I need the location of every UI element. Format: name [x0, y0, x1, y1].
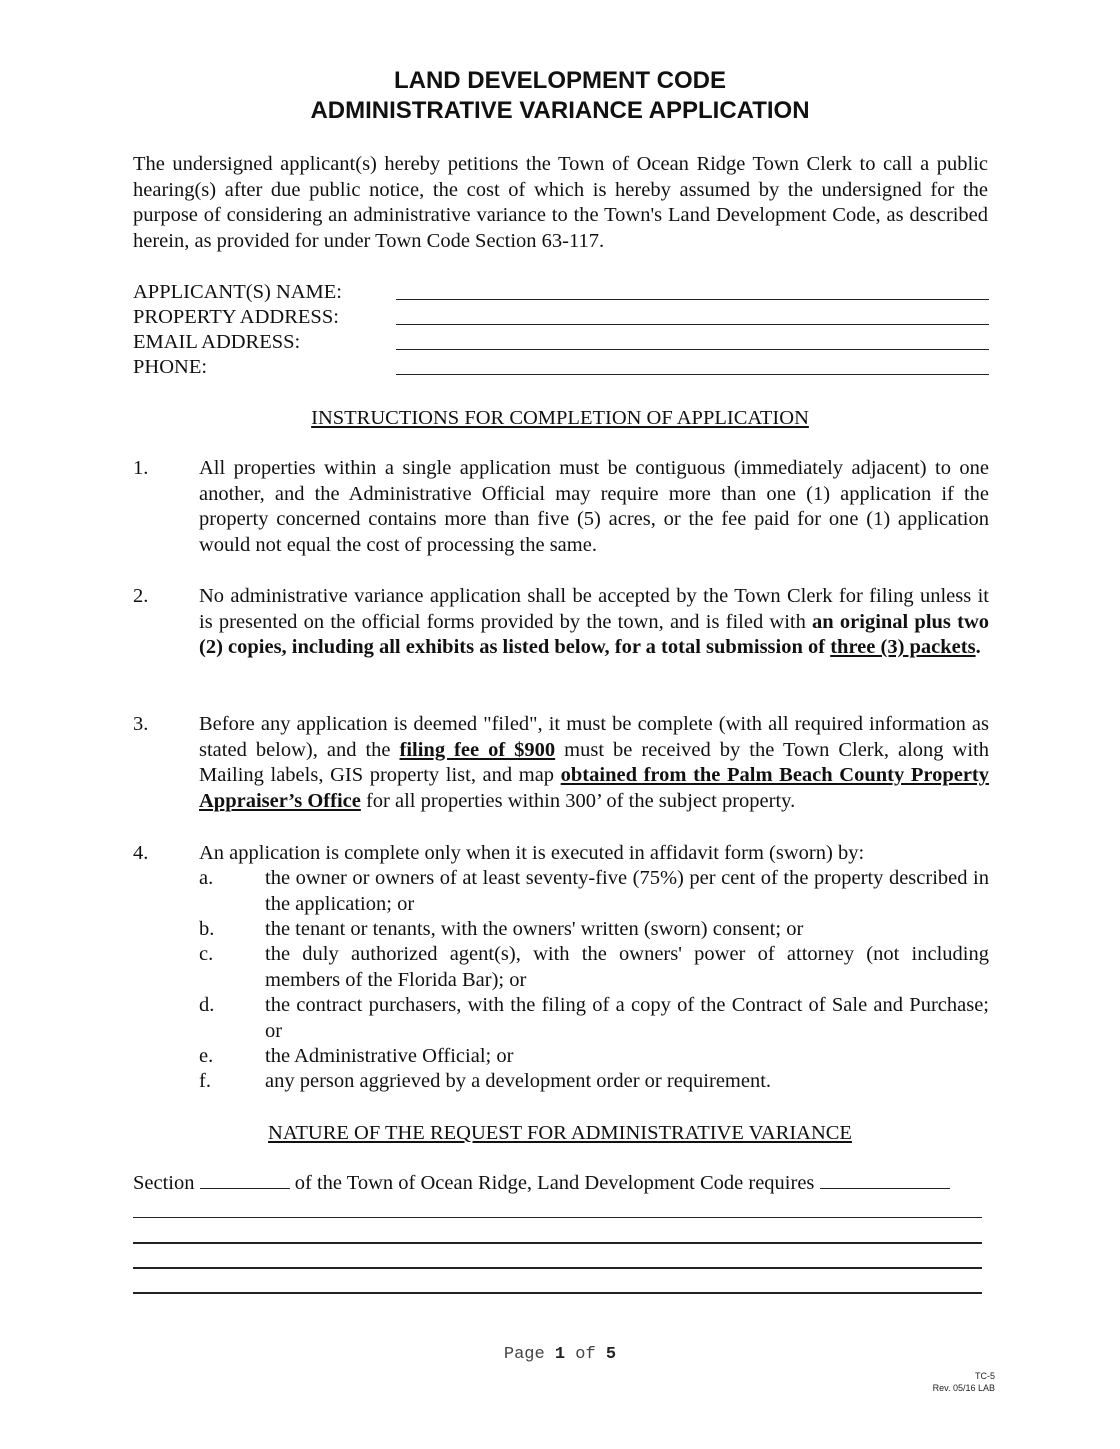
- item-number: 4.: [133, 842, 149, 864]
- sub-item-letter: f.: [199, 1070, 211, 1092]
- page-label: Page: [503, 1345, 545, 1364]
- item-number: 3.: [133, 713, 149, 735]
- section-text: of the Town of Ocean Ridge, Land Development Code requires: [294, 1172, 815, 1194]
- property-address-label: PROPERTY ADDRESS:: [133, 306, 339, 328]
- email-address-field[interactable]: [133, 330, 993, 356]
- instructions-heading: INSTRUCTIONS FOR COMPLETION OF APPLICATION: [311, 407, 809, 429]
- sub-item-letter: b.: [199, 918, 215, 940]
- section-line: [133, 1170, 993, 1197]
- form-code: TC-5: [975, 1371, 995, 1381]
- item-text-plain: Before any application is deemed "filed", it must be complete (with all required information as stated below), and the: [199, 713, 989, 761]
- applicant-name-label: APPLICANT(S) NAME:: [133, 281, 342, 303]
- request-line-3[interactable]: [133, 1267, 982, 1269]
- applicant-name-field[interactable]: [133, 280, 993, 306]
- sub-item-letter: c.: [199, 943, 214, 965]
- revision-note: Rev. 05/16 LAB: [932, 1383, 995, 1393]
- property-address-line[interactable]: [396, 324, 989, 325]
- sub-item-text: the Administrative Official; or: [265, 1045, 514, 1067]
- packets-requirement: three (3) packets: [830, 636, 976, 658]
- sub-item-text: the duly authorized agent(s), with the owners' power of attorney (not including members of the Florida Bar); or: [265, 943, 989, 991]
- of-label: of: [575, 1345, 596, 1364]
- phone-line[interactable]: [396, 374, 989, 375]
- item-text-bold: an original plus two (2) copies, including all exhibits as listed below, for a total submission of: [199, 610, 989, 658]
- request-line-1[interactable]: [133, 1217, 982, 1218]
- item-text: [199, 584, 989, 661]
- item-number: 1.: [133, 457, 149, 479]
- item-text-plain: for all properties within 300’ of the subject property.: [360, 789, 796, 812]
- item-text: An application is complete only when it is executed in affidavit form (sworn) by:: [199, 842, 865, 864]
- title-line-1: LAND DEVELOPMENT CODE: [393, 67, 726, 94]
- requirement-blank[interactable]: [820, 1170, 950, 1189]
- email-address-line[interactable]: [396, 349, 989, 350]
- email-address-label: EMAIL ADDRESS:: [133, 331, 301, 353]
- source-office: obtained from the Palm Beach County Property Appraiser’s Office: [199, 764, 989, 812]
- intro-paragraph: The undersigned applicant(s) hereby petitions the Town of Ocean Ridge Town Clerk to call a public hearing(s) after due public notice, the cost of which is hereby assumed by the undersigned for the purpose of considering an administrative variance to the Town's Land Development Code, as described herein, as provided for under Town Code Section 63-117.: [133, 153, 988, 252]
- title-line-2: ADMINISTRATIVE VARIANCE APPLICATION: [310, 97, 810, 124]
- applicant-name-line[interactable]: [396, 299, 989, 300]
- sub-item-text: the contract purchasers, with the filing of a copy of the Contract of Sale and Purchase; or: [265, 994, 989, 1042]
- section-label: Section: [133, 1172, 195, 1194]
- sub-item-letter: e.: [199, 1045, 214, 1067]
- phone-label: PHONE:: [133, 356, 208, 378]
- item-text-end: .: [975, 636, 981, 658]
- request-line-2[interactable]: [133, 1242, 982, 1244]
- item-text: All properties within a single application must be contiguous (immediately adjacent) to one another, and the Administrative Official may require more than one (1) application if the property concerned contains more than five (5) acres, or the fee paid for one (1) application would not equal the cost of processing the same.: [199, 457, 989, 556]
- filing-fee: filing fee of $900: [399, 738, 556, 761]
- page-total: 5: [605, 1345, 617, 1364]
- phone-field[interactable]: [133, 355, 993, 381]
- nature-heading: NATURE OF THE REQUEST FOR ADMINISTRATIVE VARIANCE: [268, 1122, 852, 1144]
- item-text-plain: No administrative variance application shall be accepted by the Town Clerk for filing unless it is presented on the official forms provided by the town, and is filed with: [199, 585, 989, 633]
- request-line-4[interactable]: [133, 1292, 982, 1294]
- property-address-field[interactable]: [133, 305, 993, 331]
- item-text-plain: must be received by the Town Clerk, along with Mailing labels, GIS property list, and map: [199, 738, 989, 786]
- sub-item-letter: d.: [199, 994, 215, 1016]
- item-number: 2.: [133, 585, 149, 607]
- sub-item-text: any person aggrieved by a development order or requirement.: [265, 1070, 772, 1092]
- sub-item-text: the owner or owners of at least seventy-five (75%) per cent of the property described in the application; or: [265, 867, 989, 915]
- sub-item-text: the tenant or tenants, with the owners' written (sworn) consent; or: [265, 918, 804, 940]
- item-text: [199, 712, 989, 814]
- sub-item-letter: a.: [199, 867, 214, 889]
- page-number: 1: [554, 1345, 566, 1364]
- section-number-blank[interactable]: [200, 1170, 290, 1189]
- page-counter: [0, 1345, 1120, 1364]
